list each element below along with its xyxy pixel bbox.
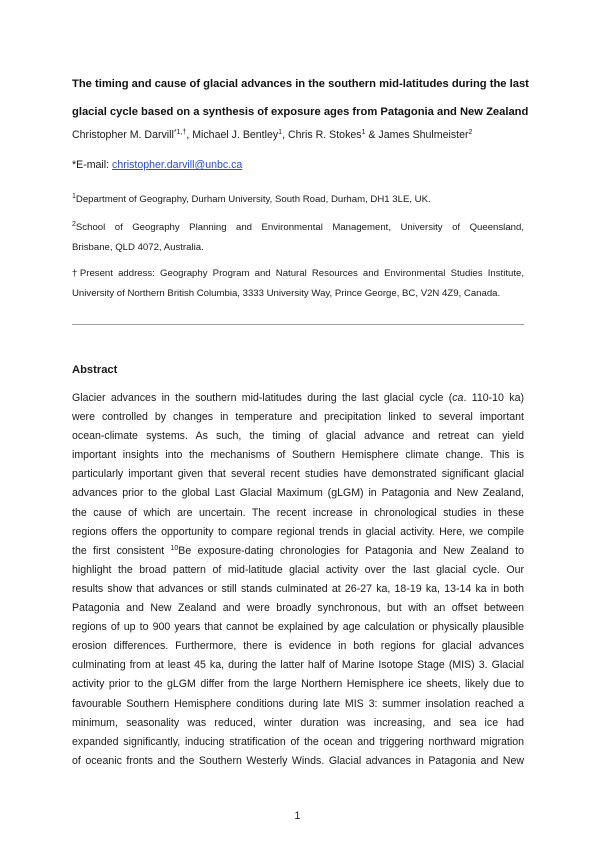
title-line: The timing and cause of glacial advances in the southern mid-latitudes during the last — [72, 78, 529, 90]
abstract-line: regions offers the opportunity to compare regional trends in glacial activity. Here, we compile — [72, 525, 524, 538]
abstract-line: expanded significantly, inducing stratification of the ocean and triggering northward migration — [72, 735, 524, 748]
abstract-line: important insights into the mechanisms of Southern Hemisphere climate change. This is — [72, 449, 524, 462]
affiliation-line: University of Northern British Columbia, 3333 University Way, Prince George, BC, V2N 4Z9, Canada. — [72, 288, 501, 299]
affiliation-line: $^2$School of Geography Planning and Environmental Management, University of Queensland, — [72, 221, 524, 233]
author-superscript: 1 — [361, 129, 366, 136]
author-superscript: *1,† — [173, 129, 187, 136]
abstract-line: advances prior to the global Last Glacial Maximum (gLGM) in Patagonia and New Zealand, — [72, 487, 524, 500]
abstract-line: culminating from at least 45 ka, during the latter half of Marine Isotope Stage (MIS) 3. Glacial — [72, 659, 524, 672]
abstract-line: Patagonia and New Zealand and were broadly synchronous, but with an offset between — [72, 602, 524, 615]
affiliation-line: $^1$Department of Geography, Durham University, South Road, Durham, DH1 3LE, UK. — [72, 193, 431, 205]
affiliation-1 — [72, 190, 524, 210]
abstract-line: particularly important given that several recent studies have demonstrated significant glacial — [72, 468, 524, 481]
author-name: & James Shulmeister — [365, 129, 469, 141]
section-divider — [72, 324, 524, 325]
author-list — [72, 128, 472, 142]
affiliation-2 — [72, 218, 524, 258]
abstract-line: Glacier advances in the southern mid-latitudes during the last glacial cycle (ca. 110-10 ka) — [72, 392, 524, 404]
italic-abbrev: ca — [452, 392, 464, 404]
abstract-line: highlight the broad pattern of mid-latitude glacial activity over the last glacial cycle. Our — [72, 563, 524, 576]
abstract-body — [72, 389, 524, 771]
affiliation-marker: † — [72, 268, 80, 279]
email-link[interactable]: christopher.darvill@unbc.ca — [112, 159, 243, 171]
abstract-line: activity prior to the gLGM differ from the large Northern Hemisphere ice sheets, likely due to — [72, 678, 524, 691]
affiliation-marker: 1 — [72, 193, 76, 200]
abstract-line: the first consistent $^{10}$Be exposure-dating chronologies for Patagonia and New Zealand to — [72, 544, 524, 557]
isotope-superscript: 10 — [170, 544, 179, 552]
title-line: glacial cycle based on a synthesis of exposure ages from Patagonia and New Zealand — [72, 106, 529, 118]
abstract-line: regions of up to 900 years that cannot be explained by age calculation or physically plausible — [72, 621, 524, 634]
abstract-line: ocean-climate systems. As such, the timing of glacial advance and retreat can yield — [72, 430, 524, 443]
email-label: *E-mail: — [72, 159, 113, 171]
paper-title — [72, 70, 532, 126]
author-name: , Chris R. Stokes — [282, 129, 362, 141]
affiliation-line: Brisbane, QLD 4072, Australia. — [72, 242, 204, 253]
affiliation-line: †Present address: Geography Program and Natural Resources and Environmental Studies Institute, — [72, 268, 524, 279]
abstract-line: of oceanic fronts and the Southern Westerly Winds. Glacial advances in Patagonia and New — [72, 754, 524, 767]
affiliation-present-address — [72, 264, 524, 304]
abstract-line: favourable Southern Hemisphere conditions during late MIS 3: summer insolation reached a — [72, 697, 524, 710]
abstract-line: were controlled by changes in temperature and precipitation linked to several important — [72, 411, 524, 424]
page-number: 1 — [294, 810, 301, 822]
author-name: Christopher M. Darvill — [72, 129, 174, 141]
abstract-heading: Abstract — [72, 364, 118, 376]
abstract-line: erosion differences. Furthermore, there is evidence in both regions for glacial advances — [72, 640, 524, 653]
author-name: , Michael J. Bentley — [186, 129, 279, 141]
abstract-line: the cause of which are uncertain. The recent increase in chronological studies in these — [72, 506, 524, 519]
corresponding-email — [72, 159, 242, 171]
affiliation-marker: 2 — [72, 221, 76, 228]
author-superscript: 1 — [278, 129, 283, 136]
author-superscript: 2 — [468, 129, 473, 136]
abstract-line: minimum, seasonality was reduced, winter duration was increasing, and sea ice had — [72, 716, 524, 729]
abstract-line: results show that advances or still stands culminated at 26-27 ka, 18-19 ka, 13-14 ka in both — [72, 582, 524, 595]
